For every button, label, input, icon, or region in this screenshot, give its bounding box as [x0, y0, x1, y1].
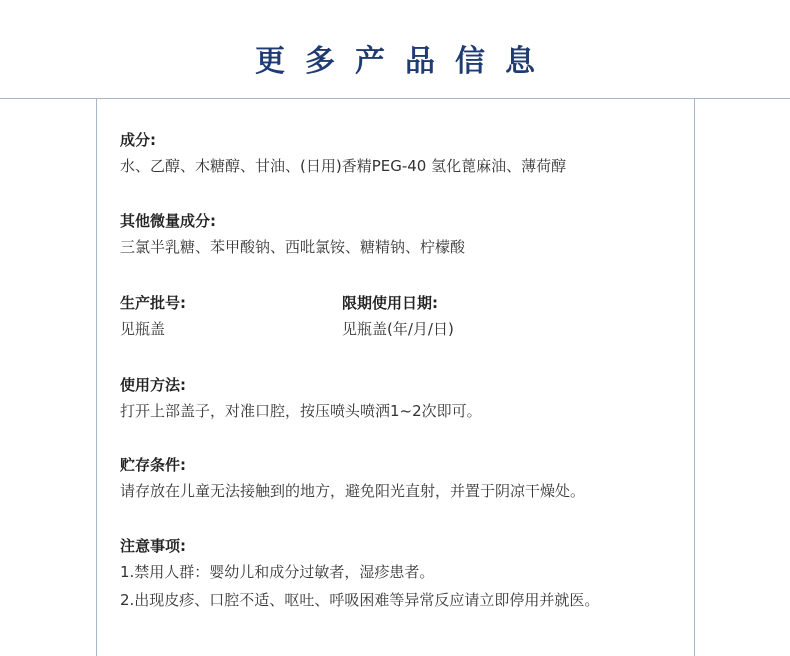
batch-expiry-section [120, 291, 690, 351]
page-title: 更多产品信息 [255, 44, 555, 79]
batch-column [120, 291, 186, 343]
expiry-label: 限期使用日期: [342, 294, 438, 312]
notes-line-2: 2.出现皮疹、口腔不适、呕吐、呼吸困难等异常反应请立即停用并就医。 [120, 591, 600, 609]
header-divider [0, 98, 790, 99]
notes-line-1: 1.禁用人群：婴幼儿和成分过敏者，湿疹患者。 [120, 563, 435, 581]
other-ingredients-section [120, 209, 690, 261]
storage-section [120, 453, 690, 505]
usage-text: 打开上部盖子，对准口腔，按压喷头喷洒1~2次即可。 [120, 402, 482, 420]
other-ingredients-text: 三氯半乳糖、苯甲酸钠、西吡氯铵、糖精钠、柠檬酸 [120, 238, 466, 256]
right-border [694, 98, 695, 656]
notes-section [120, 534, 690, 614]
storage-text: 请存放在儿童无法接触到的地方，避免阳光直射，并置于阴凉干燥处。 [120, 482, 586, 500]
other-ingredients-label: 其他微量成分: [120, 212, 216, 230]
ingredients-section [120, 128, 690, 180]
storage-label: 贮存条件: [120, 456, 186, 474]
usage-section [120, 373, 690, 425]
expiry-column [342, 291, 454, 343]
ingredients-text: 水、乙醇、木糖醇、甘油、(日用)香精PEG-40 氢化蓖麻油、薄荷醇 [120, 157, 567, 175]
usage-label: 使用方法: [120, 376, 186, 394]
batch-label: 生产批号: [120, 294, 186, 312]
ingredients-label: 成分: [120, 131, 156, 149]
expiry-text: 见瓶盖(年/月/日) [342, 320, 454, 338]
batch-text: 见瓶盖 [120, 320, 166, 338]
notes-label: 注意事项: [120, 537, 186, 555]
left-border [96, 98, 97, 656]
